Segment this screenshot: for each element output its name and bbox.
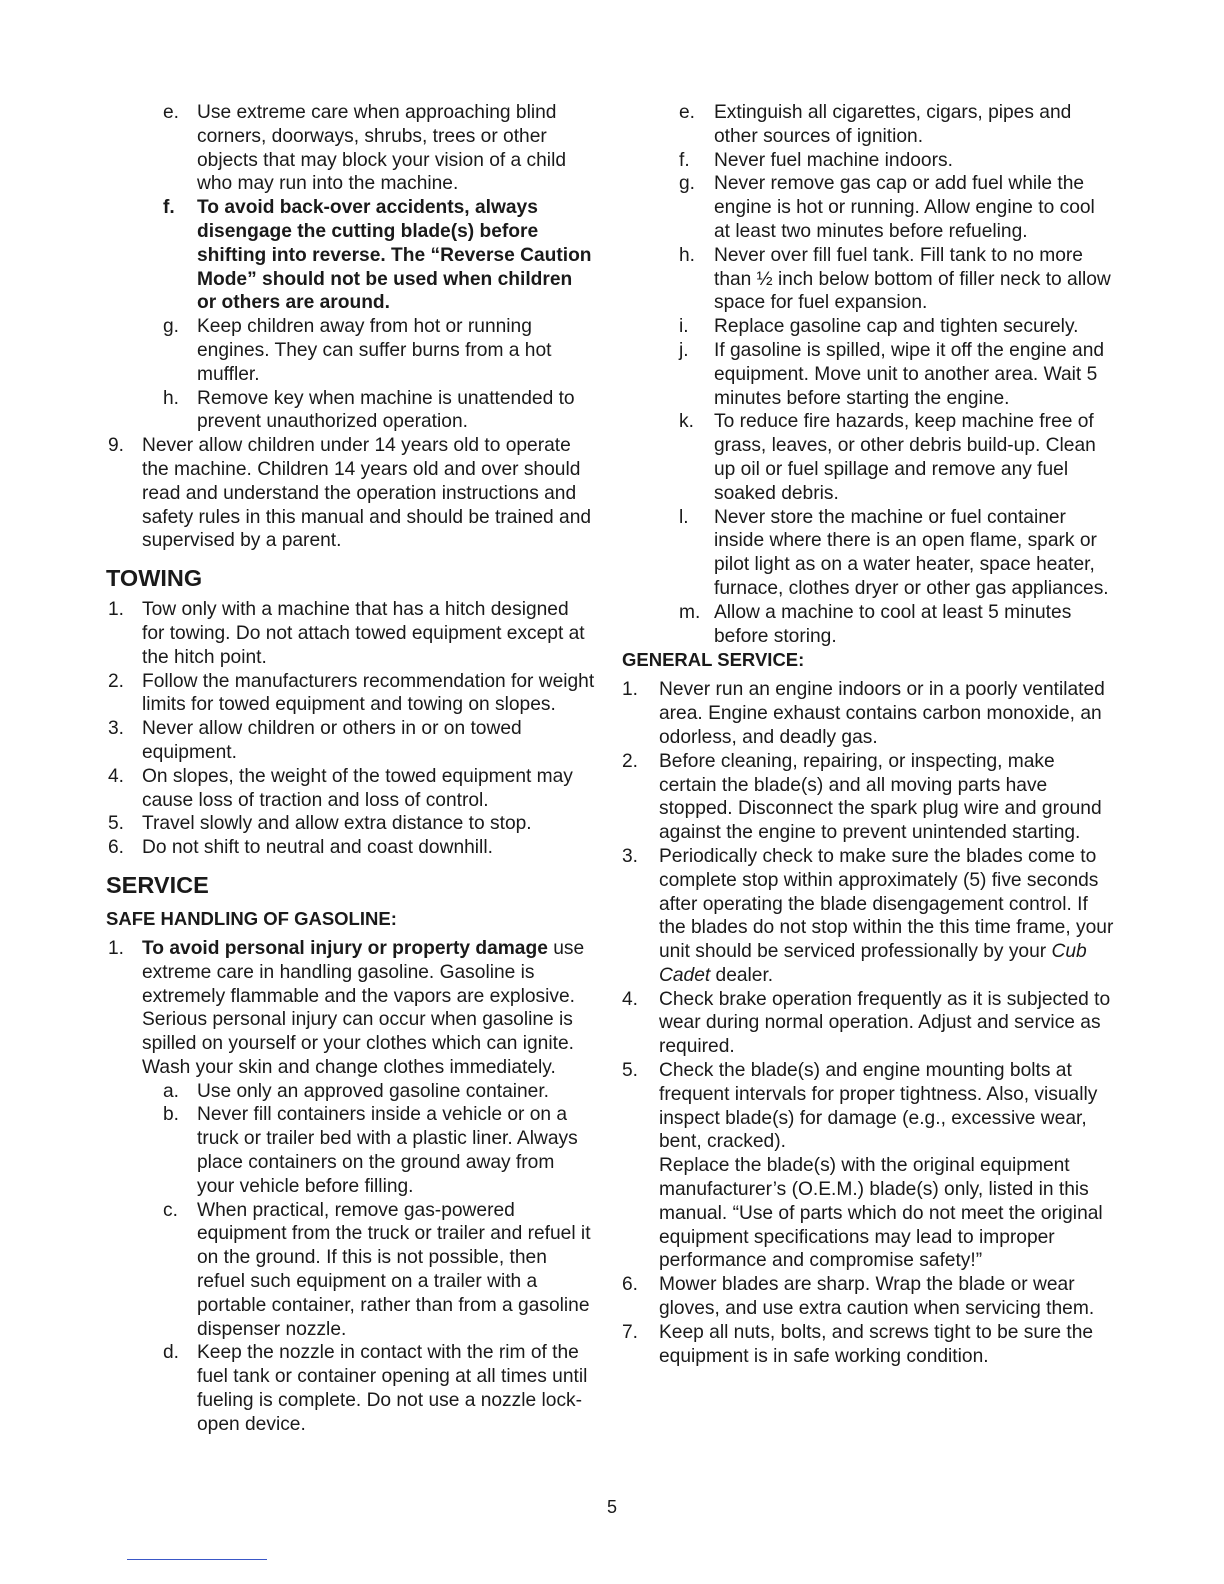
item-text: Extinguish all cigarettes, cigars, pipes and other sources of ignition. — [714, 102, 1072, 147]
item-label: c. — [163, 1199, 178, 1221]
item-text: To reduce fire hazards, keep machine free of grass, leaves, or other debris build-up. Clean up oil or fuel spillage and remove any fuel soaked debris. — [714, 411, 1096, 504]
item-label: a. — [163, 1080, 180, 1102]
item-text: Keep children away from hot or running engines. They can suffer burns from a hot muffler. — [197, 316, 552, 385]
list-item — [622, 149, 1114, 173]
subheading-general-service: GENERAL SERVICE: — [622, 649, 805, 671]
item-label: 9. — [108, 435, 125, 457]
item-label: 6. — [622, 1274, 639, 1296]
list-item — [622, 845, 1114, 988]
item-label: 4. — [108, 765, 125, 787]
list-item — [106, 765, 596, 813]
list-item — [622, 988, 1114, 1059]
item-label: b. — [163, 1104, 180, 1126]
list-item — [106, 434, 596, 553]
item-text: When practical, remove gas-powered equipment from the truck or trailer and refuel it on the ground. If this is not possible, then refuel such equipment on a trailer with a portable container, rather than from a gasoline dispenser nozzle. — [197, 1199, 591, 1340]
item-label: i. — [679, 316, 689, 338]
item-text-after: dealer. — [710, 964, 774, 986]
list-item — [106, 101, 596, 196]
list-item — [106, 717, 596, 765]
item-text: Keep the nozzle in contact with the rim of the fuel tank or container opening at all times until fueling is complete. Do not use a nozzle lock-open device. — [197, 1342, 588, 1435]
item-text: Allow a machine to cool at least 5 minutes before storing. — [714, 601, 1072, 647]
right-column — [622, 101, 1114, 1368]
footer-rule — [127, 1559, 267, 1560]
item-label: 6. — [108, 837, 125, 859]
list-item-warning — [106, 196, 596, 315]
item-text: To avoid back-over accidents, always disengage the cutting blade(s) before shifting into reverse. The “Reverse Caution Mode” should not be used when children or others are around. — [197, 197, 592, 314]
item-label: 1. — [108, 937, 125, 959]
item-label: 1. — [622, 679, 639, 701]
list-item — [622, 750, 1114, 845]
list-item — [106, 812, 596, 836]
list-item — [106, 836, 596, 860]
item-text — [622, 845, 1114, 988]
item-text: Remove key when machine is unattended to prevent unauthorized operation. — [197, 387, 575, 433]
item-label: 1. — [108, 599, 125, 621]
item-rest: use extreme care in handling gasoline. Gasoline is extremely flammable and the vapors are explosive. Serious personal injury can occur when gasoline is spilled on yourself or your clothes which can ignite. Wash your skin and change clothes immediately. — [142, 937, 585, 1078]
item-label: f. — [679, 149, 690, 171]
item-label: l. — [679, 506, 689, 528]
item-label: h. — [163, 387, 180, 409]
item-label: m. — [679, 601, 701, 623]
item-label: 4. — [622, 988, 639, 1010]
item-text — [106, 937, 596, 1080]
item-text: Never remove gas cap or add fuel while the engine is hot or running. Allow engine to cool at least two minutes before refueling. — [714, 173, 1095, 242]
list-item — [622, 101, 1114, 149]
item-text: Never allow children or others in or on towed equipment. — [142, 718, 522, 763]
list-item — [622, 410, 1114, 505]
list-item — [106, 1103, 596, 1198]
item-label: e. — [163, 102, 180, 123]
list-item — [622, 1059, 1114, 1273]
item-text: On slopes, the weight of the towed equipment may cause loss of traction and loss of control. — [142, 765, 573, 811]
item-text: Mower blades are sharp. Wrap the blade or wear gloves, and use extra caution when servicing them. — [659, 1274, 1095, 1320]
list-item — [622, 339, 1114, 410]
item-label: 5. — [108, 813, 125, 835]
section-heading-service: SERVICE — [106, 871, 209, 898]
item-label: k. — [679, 411, 694, 433]
item-label: 3. — [108, 718, 125, 740]
left-column — [106, 101, 596, 1437]
list-item — [622, 315, 1114, 339]
list-item — [106, 1199, 596, 1342]
list-item — [622, 678, 1114, 749]
item-text-before: Periodically check to make sure the blades come to complete stop within approximately (5) five seconds after operating the blade disengagement control. If the blades do not stop within the this time frame, your unit should be serviced professionally by your — [659, 845, 1114, 963]
item-text: Replace gasoline cap and tighten securely. — [714, 316, 1079, 338]
list-item — [622, 601, 1114, 649]
list-item — [106, 937, 596, 1080]
item-label: g. — [679, 173, 696, 195]
item-label: d. — [163, 1342, 180, 1364]
item-label: 5. — [622, 1060, 639, 1082]
item-text: Use extreme care when approaching blind corners, doorways, shrubs, trees or other objects that may block your vision of a child who may run into the machine. — [197, 102, 567, 195]
list-item — [106, 598, 596, 669]
list-item — [622, 1273, 1114, 1321]
item-text: Follow the manufacturers recommendation for weight limits for towed equipment and towing on slopes. — [142, 670, 595, 716]
item-text: Travel slowly and allow extra distance to stop. — [142, 813, 532, 835]
list-item — [106, 670, 596, 718]
item-text: Check brake operation frequently as it is subjected to wear during normal operation. Adjust and service as required. — [659, 988, 1111, 1058]
list-item — [106, 1341, 596, 1436]
item-label: 2. — [108, 670, 125, 692]
item-text: Use only an approved gasoline container. — [197, 1080, 550, 1102]
list-item — [622, 1321, 1114, 1369]
item-label: h. — [679, 244, 696, 266]
list-item — [106, 315, 596, 386]
brand-name: Cub Cadet — [659, 941, 1087, 986]
item-label: f. — [163, 197, 175, 219]
item-text: Keep all nuts, bolts, and screws tight to be sure the equipment is in safe working condition. — [659, 1321, 1094, 1367]
item-text: Never fuel machine indoors. — [714, 149, 953, 171]
item-label: 3. — [622, 845, 639, 867]
item-text: Tow only with a machine that has a hitch designed for towing. Do not attach towed equipment except at the hitch point. — [142, 599, 585, 668]
item-text: Never over fill fuel tank. Fill tank to no more than ½ inch below bottom of filler neck to allow space for fuel expansion. — [714, 244, 1111, 314]
item-label: 7. — [622, 1321, 639, 1343]
list-item — [622, 506, 1114, 601]
item-label: g. — [163, 316, 180, 338]
list-item — [622, 172, 1114, 243]
list-item — [106, 387, 596, 435]
subheading-safe-handling: SAFE HANDLING OF GASOLINE: — [106, 907, 397, 929]
item-text: Never run an engine indoors or in a poorly ventilated area. Engine exhaust contains carbon monoxide, an odorless, and deadly gas. — [659, 679, 1105, 748]
item-text: Never fill containers inside a vehicle or on a truck or trailer bed with a plastic liner. Always place containers on the ground away from your vehicle before filling. — [197, 1104, 578, 1197]
section-heading-towing: TOWING — [106, 565, 203, 592]
list-item — [622, 244, 1114, 315]
item-text: Do not shift to neutral and coast downhill. — [142, 837, 493, 859]
item-text: Check the blade(s) and engine mounting bolts at frequent intervals for proper tightness. Also, visually inspect blade(s) for damage (e.g., excessive wear, bent, cracked). — [659, 1060, 1098, 1153]
page-number: 5 — [606, 1497, 617, 1517]
item-text: Never allow children under 14 years old to operate the machine. Children 14 years old and over should read and understand the operation instructions and safety rules in this manual and should be trained and supervised by a parent. — [142, 435, 592, 552]
item-label: 2. — [622, 750, 639, 772]
item-text: Never store the machine or fuel container inside where there is an open flame, spark or pilot light as on a water heater, space heater, furnace, clothes dryer or other gas appliances. — [714, 506, 1109, 599]
item-text: If gasoline is spilled, wipe it off the engine and equipment. Move unit to another area. Wait 5 minutes before starting the engine. — [714, 339, 1105, 409]
item-label: e. — [679, 102, 696, 123]
item-label: j. — [679, 339, 689, 361]
list-item — [106, 1080, 596, 1104]
item-text: Before cleaning, repairing, or inspecting, make certain the blade(s) and all moving parts have stopped. Disconnect the spark plug wire and ground against the engine to prevent unintended starting. — [659, 750, 1102, 844]
item-bold-lead: To avoid personal injury or property damage — [142, 937, 548, 959]
item-text-continued: Replace the blade(s) with the original equipment manufacturer’s (O.E.M.) blade(s) only, listed in this manual. “Use of parts which do not meet the original equipment specifications may lead to improper performance and compromise safety!” — [659, 1155, 1103, 1272]
